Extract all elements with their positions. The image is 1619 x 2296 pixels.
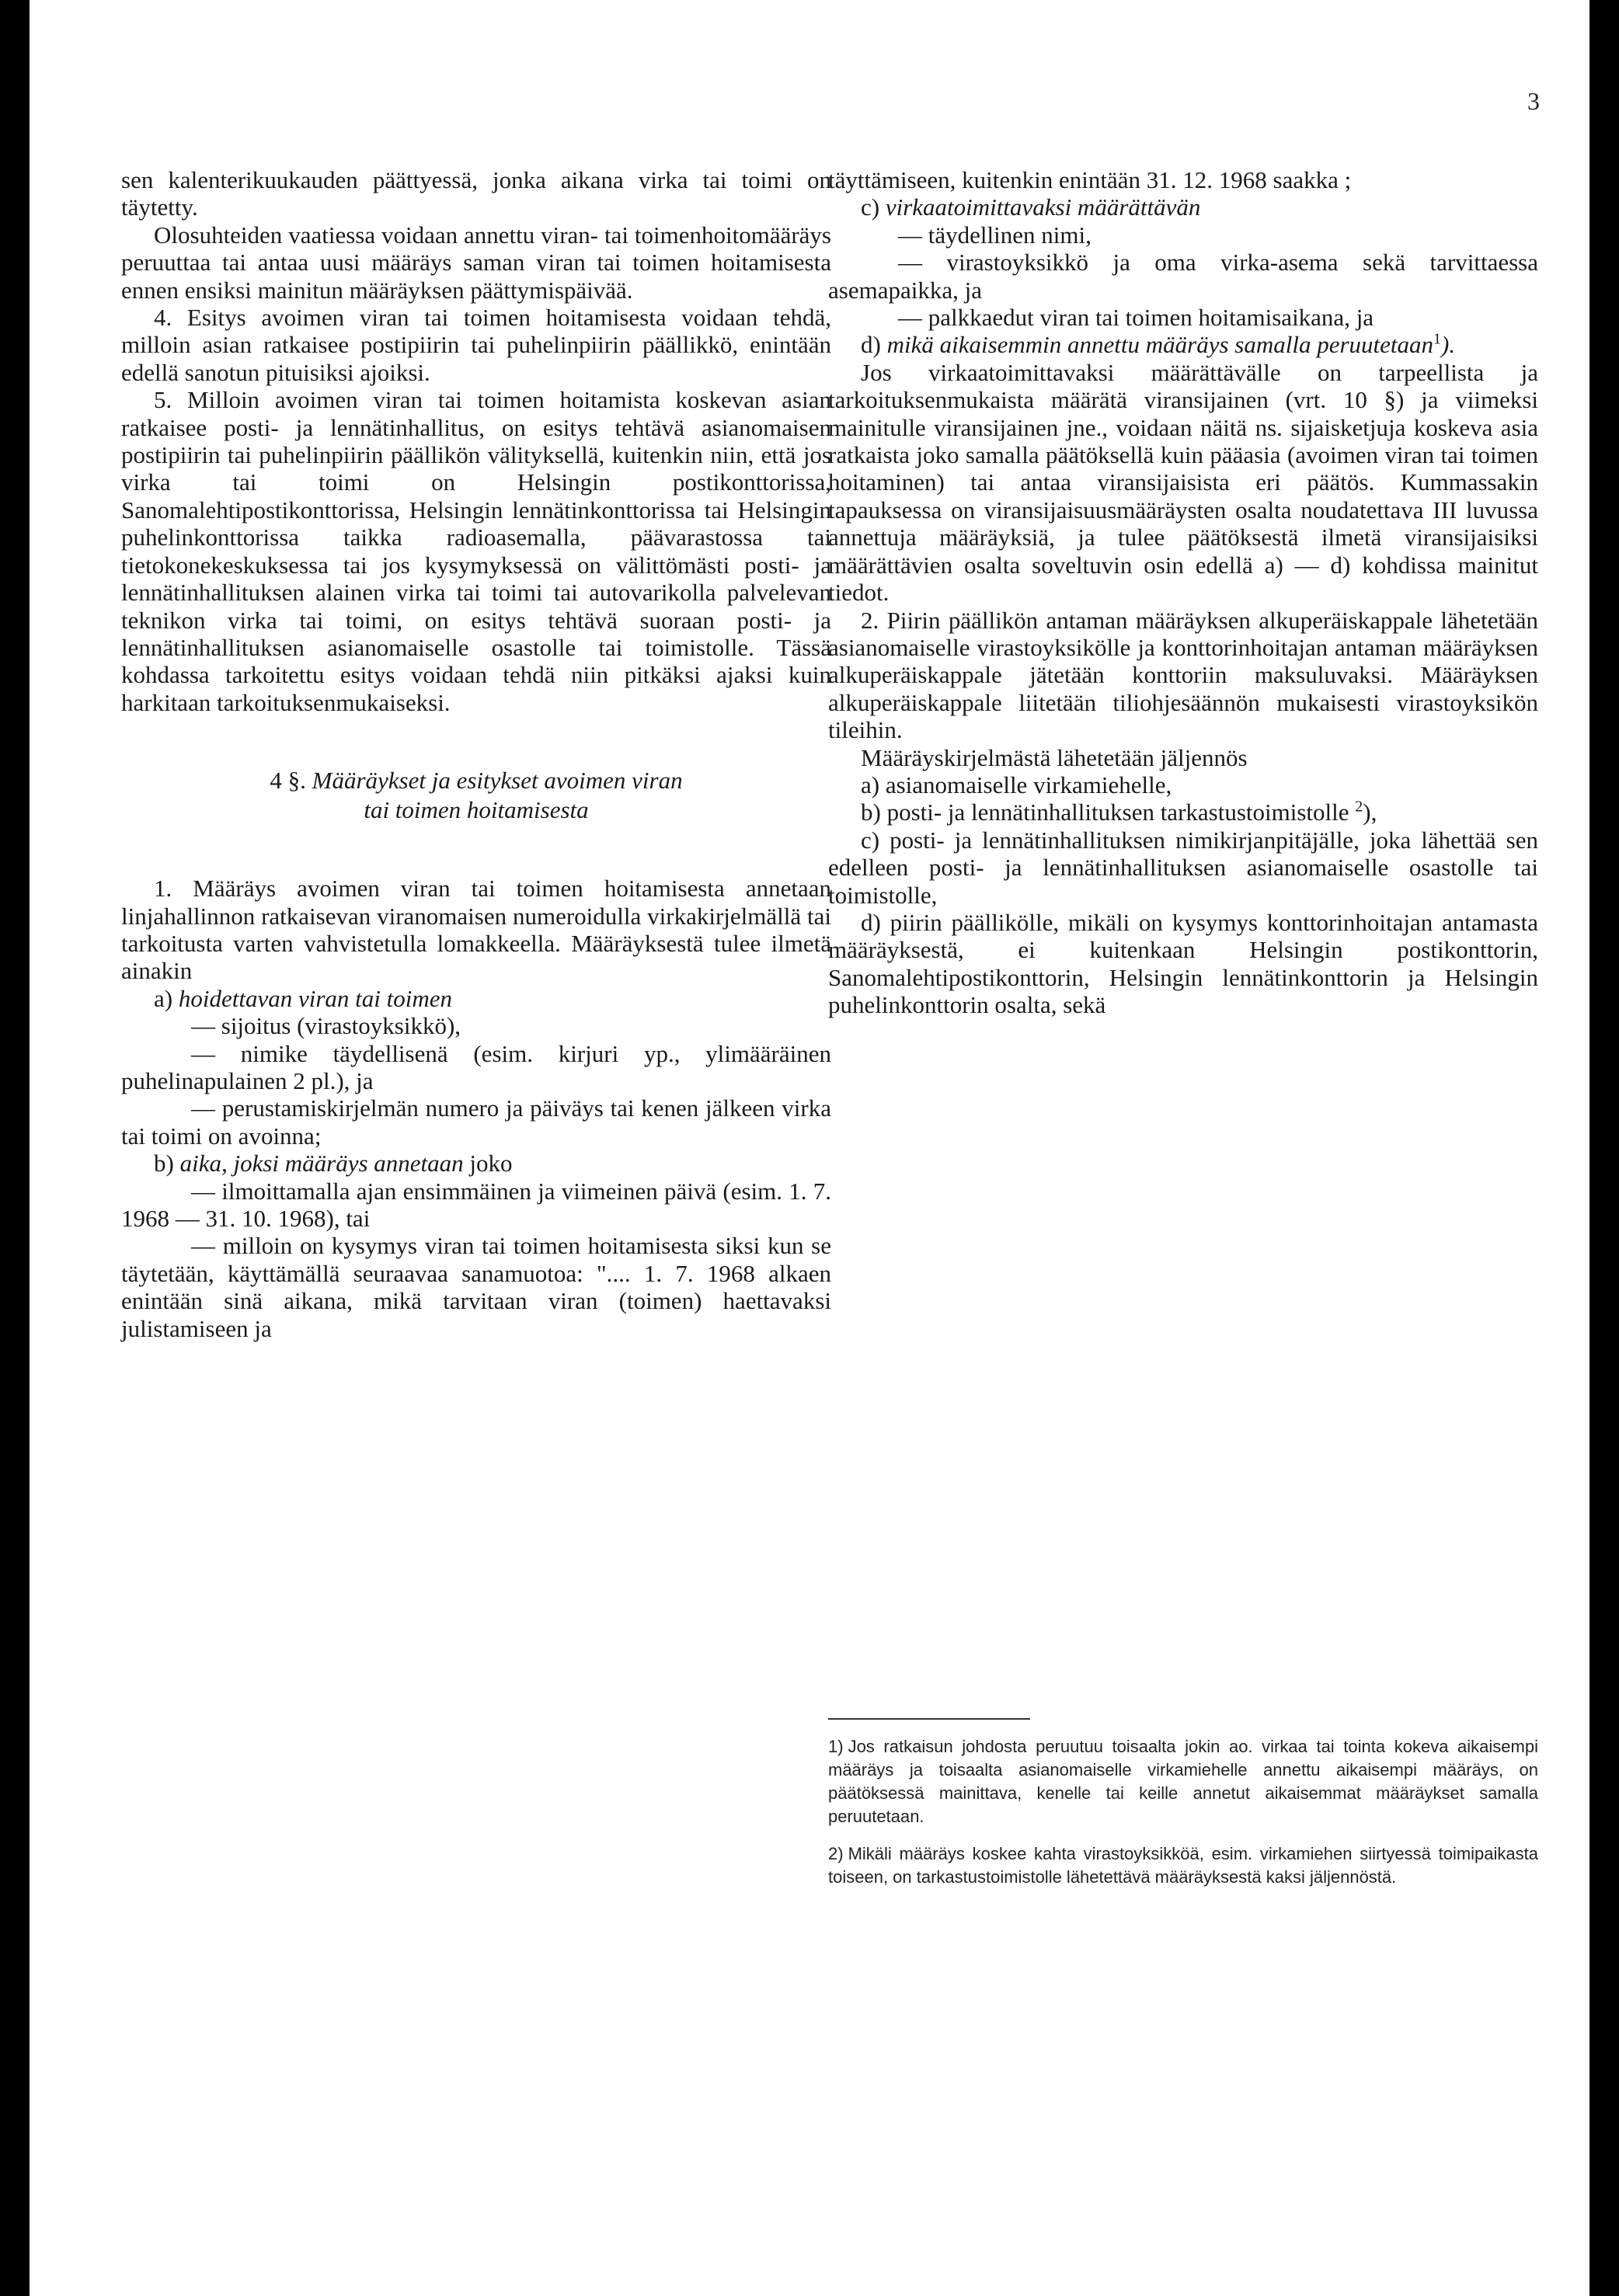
list-item: a) asianomaiselle virkamiehelle, <box>861 771 1172 798</box>
right-column <box>828 166 1538 1019</box>
list-item <box>121 985 831 1012</box>
list-item: c) posti- ja lennätinhallituksen nimikirjanpitäjälle, joka lähettää sen edelleen posti- ja lennätinhallituksen asianomaiselle osastolle tai toimistolle, <box>828 826 1538 909</box>
paragraph: sen kalenterikuukauden päättyessä, jonka aikana virka tai toimi on täytetty. <box>121 166 831 221</box>
paragraph: Jos virkaatoimittavaksi määrättävälle on tarpeellista ja tarkoituksenmukaista määrätä viransijainen (vrt. 10 §) ja viimeksi mainitulle viransijainen jne., voidaan näitä ns. sijaisketjuja koskeva asia ratkaista joko samalla päätöksellä kuin pääasia (avoimen viran tai toimen hoitaminen) tai antaa viransijaisista eri päätös. Kummassakin tapauksessa on viransijaisuusmääräysten osalta noudatettava III luvussa annettuja määräyksiä, ja tulee päätöksestä ilmetä viransijaisiksi määrättävien osalta soveltuvin osin edellä a) — d) kohdissa mainitut tiedot. <box>828 358 1538 607</box>
dash-item: — nimike täydellisenä (esim. kirjuri yp., ylimääräinen puhelinapulainen 2 pl.), ja <box>121 1039 831 1094</box>
footnote-ref: 2 <box>1355 798 1363 816</box>
item-title: virkaatoimittavaksi määrättävän <box>885 193 1201 221</box>
page-number: 3 <box>1527 87 1540 115</box>
section-title-line2: tai toimen hoitamisesta <box>364 796 589 824</box>
paragraph: 1. Määräys avoimen viran tai toimen hoitamisesta annetaan linjahallinnon ratkaisevan viranomaisen numeroidulla virkakirjelmällä tai tarkoitusta varten vahvistetulla lomakkeella. Määräyksestä tulee ilmetä ainakin <box>121 875 831 985</box>
dash-item: — palkkaedut viran tai toimen hoitamisaikana, ja <box>898 304 1374 332</box>
footnotes <box>828 1735 1538 1889</box>
list-item <box>828 193 1538 221</box>
footnote <box>828 1735 1538 1828</box>
footnote <box>828 1842 1538 1889</box>
section-heading <box>121 766 831 825</box>
item-title: aika, joksi määräys annetaan <box>179 1150 464 1178</box>
footnote-number: 1) <box>828 1737 844 1756</box>
item-tail: ). <box>1441 331 1456 359</box>
dash-item: — milloin on kysymys viran tai toimen hoitamisesta siksi kun se täytetään, käyttämällä seuraavaa sanamuotoa: ".... 1. 7. 1968 alkaen enintään sinä aikana, mikä tarvitaan viran (toimen) haettavaksi julistamiseen ja <box>121 1232 831 1342</box>
dash-item: — virastoyksikkö ja oma virka-asema sekä tarvittaessa asemapaikka, ja <box>828 249 1538 304</box>
paragraph: 4. Esitys avoimen viran tai toimen hoitamisesta voidaan tehdä, milloin asian ratkaisee postipiirin tai puhelinpiirin päällikkö, enintään edellä sanotun pituisiksi ajoiksi. <box>121 304 831 386</box>
footnote-text: Mikäli määräys koskee kahta virastoyksikköä, esim. virkamiehen siirtyessä toimipaikasta toiseen, on tarkastustoimistolle lähetettävä määräyksestä kaksi jäljennöstä. <box>828 1844 1538 1887</box>
list-item <box>828 331 1538 358</box>
dash-item: — perustamiskirjelmän numero ja päiväys tai kenen jälkeen virka tai toimi on avoinna; <box>121 1094 831 1150</box>
section-number: 4 §. <box>270 767 306 795</box>
item-label: d) <box>861 331 881 359</box>
paragraph: 5. Milloin avoimen viran tai toimen hoitamista koskevan asian ratkaisee posti- ja lennätinhallitus, on esitys tehtävä asianomaisen postipiirin tai puhelinpiirin päällikön välityksellä, kuitenkin niin, että jos virka tai toimi on Helsingin postikonttorissa, Sanomalehtipostikonttorissa, Helsingin lennätinkonttorissa tai Helsingin puhelinkonttorissa taikka radioasemalla, päävarastossa tai tietokonekeskuksessa tai jos kysymyksessä on välittömästi posti- ja lennätinhallituksen alainen virka tai toimi tai autovarikolla palvelevan teknikon virka tai toimi, on esitys tehtävä suoraan posti- ja lennätinhallituksen asianomaiselle osastolle tai toimistolle. Tässä kohdassa tarkoitettu esitys voidaan tehdä niin pitkäksi ajaksi kuin harkitaan tarkoituksenmukaiseksi. <box>121 386 831 716</box>
footnote-divider <box>828 1718 1030 1720</box>
dash-item: — täydellinen nimi, <box>898 221 1092 249</box>
item-label: a) <box>154 984 173 1012</box>
document-page <box>30 0 1589 2296</box>
item-label: c) <box>861 193 880 221</box>
item-title: hoidettavan viran tai toimen <box>178 984 452 1012</box>
paragraph: Määräyskirjelmästä lähetetään jäljennös <box>861 743 1248 771</box>
item-tail: ), <box>1363 798 1377 826</box>
paragraph: täyttämiseen, kuitenkin enintään 31. 12. 1968 saakka ; <box>828 166 1352 193</box>
section-title-line1: Määräykset ja esitykset avoimen viran <box>312 767 683 795</box>
list-item <box>828 798 1538 826</box>
item-title: mikä aikaisemmin annettu määräys samalla peruutetaan <box>886 331 1434 359</box>
left-column <box>121 166 831 1342</box>
item-suffix: joko <box>463 1150 513 1178</box>
footnote-number: 2) <box>828 1844 844 1863</box>
list-item <box>121 1150 831 1177</box>
list-item: d) piirin päällikölle, mikäli on kysymys konttorinhoitajan antamasta määräyksestä, ei kuitenkaan Helsingin postikonttorin, Sanomalehtipostikonttorin, Helsingin lennätinkonttorin ja Helsingin puhelinkonttorin osalta, sekä <box>828 908 1538 1019</box>
dash-item: — sijoitus (virastoyksikkö), <box>191 1012 461 1040</box>
dash-item: — ilmoittamalla ajan ensimmäinen ja viimeinen päivä (esim. 1. 7. 1968 — 31. 10. 1968), tai <box>121 1177 831 1232</box>
footnote-ref: 1 <box>1433 331 1442 349</box>
item-label: b) <box>154 1150 174 1178</box>
paragraph: Olosuhteiden vaatiessa voidaan annettu viran- tai toimenhoitomääräys peruuttaa tai antaa uusi määräys saman viran tai toimen hoitamisesta ennen ensiksi mainitun määräyksen päättymispäivää. <box>121 221 831 304</box>
footnote-text: Jos ratkaisun johdosta peruutuu toisaalta jokin ao. virkaa tai tointa kokeva aikaisempi määräys ja toisaalta asianomaiselle virkamiehelle annettu aikaisempi määräys, on päätöksessä mainittava, kenelle tai keille annetut aikaisemmat määräykset samalla peruutetaan. <box>828 1737 1538 1826</box>
paragraph: 2. Piirin päällikön antaman määräyksen alkuperäiskappale lähetetään asianomaiselle virastoyksikölle ja konttorinhoitajan antaman määräyksen alkuperäiskappale jätetään konttoriin maksuluvaksi. Määräyksen alkuperäiskappale liitetään tiliohjesäännön mukaisesti virastoyksikön tileihin. <box>828 606 1538 744</box>
item-text: b) posti- ja lennätinhallituksen tarkastustoimistolle <box>861 798 1349 826</box>
